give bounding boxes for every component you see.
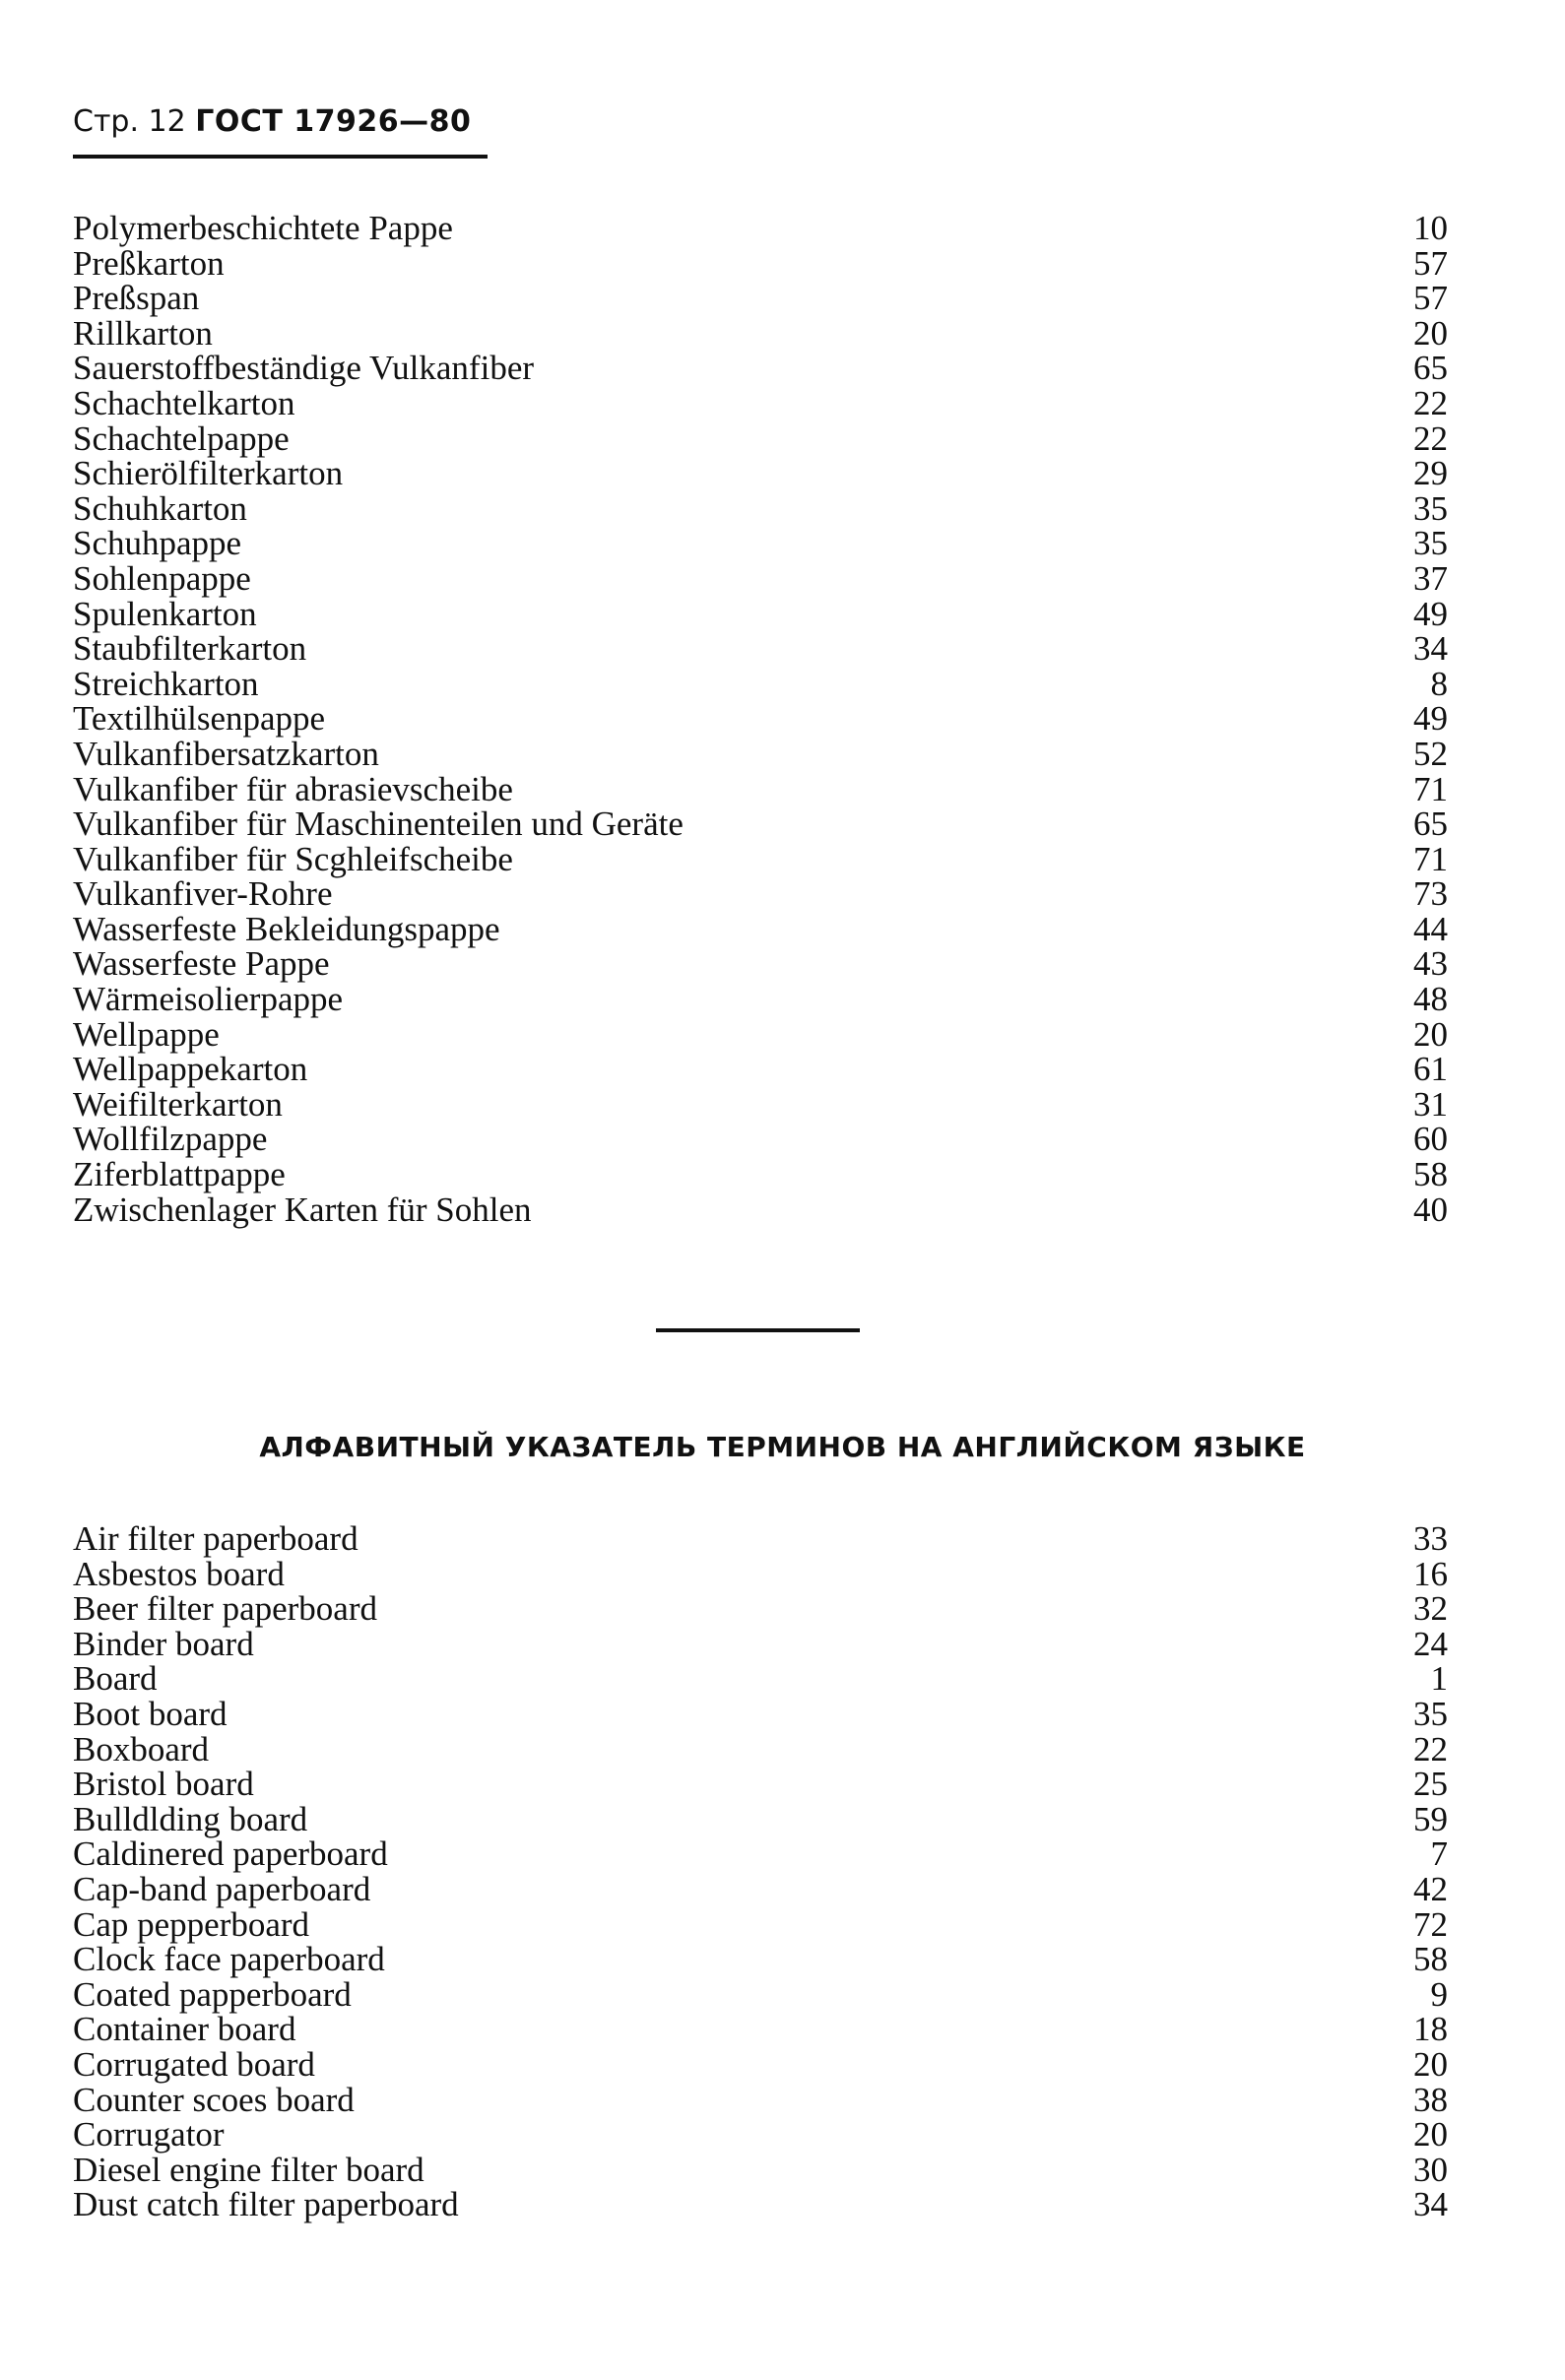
- index-page-number: 49: [1413, 699, 1448, 739]
- index-entry: [73, 281, 1448, 316]
- index-term: Corrugator: [73, 2115, 225, 2155]
- index-page-number: 7: [1430, 1834, 1448, 1874]
- index-page-number: 34: [1413, 2185, 1448, 2224]
- index-entry: [73, 1694, 1448, 1733]
- index-page-number: 44: [1413, 909, 1448, 948]
- index-term: Caldinered paperboard: [73, 1834, 388, 1874]
- index-page-number: 61: [1413, 1050, 1448, 1089]
- index-page-number: 34: [1413, 629, 1448, 669]
- index-term: Asbestos board: [73, 1554, 285, 1593]
- index-entry: [73, 876, 1448, 912]
- index-page-number: 57: [1413, 243, 1448, 283]
- index-entry: [73, 909, 1448, 948]
- index-page-number: 18: [1413, 2010, 1448, 2049]
- index-entry: [73, 313, 1448, 353]
- index-term: Sauerstoffbeständige Vulkanfiber: [73, 349, 535, 388]
- index-page-number: 43: [1413, 944, 1448, 984]
- index-page-number: 58: [1413, 1155, 1448, 1194]
- index-term: Wasserfeste Bekleidungspappe: [73, 909, 500, 948]
- index-page-number: 42: [1413, 1869, 1448, 1908]
- index-page-number: 1: [1430, 1659, 1448, 1699]
- index-term: Wellpappe: [73, 1014, 220, 1054]
- index-entry: [73, 1122, 1448, 1157]
- index-entry: [73, 1767, 1448, 1802]
- index-entry: [73, 1942, 1448, 1977]
- english-term-index: [73, 1521, 1448, 2222]
- index-page-number: 38: [1413, 2080, 1448, 2119]
- index-entry: [73, 211, 1448, 246]
- page-header: [73, 102, 471, 142]
- index-term: Textilhülsenpappe: [73, 699, 326, 739]
- index-page-number: 22: [1413, 383, 1448, 422]
- index-entry: [73, 383, 1448, 422]
- index-page-number: 52: [1413, 734, 1448, 773]
- index-term: Rillkarton: [73, 313, 213, 353]
- index-page-number: 73: [1413, 874, 1448, 914]
- index-term: Schuhkarton: [73, 488, 247, 528]
- index-entry: [73, 701, 1448, 737]
- section-divider: [656, 1328, 860, 1332]
- index-term: Schachtelkarton: [73, 383, 295, 422]
- index-page-number: 31: [1413, 1084, 1448, 1124]
- index-page-number: 20: [1413, 1014, 1448, 1054]
- index-page-number: 22: [1413, 1729, 1448, 1769]
- index-page-number: 9: [1430, 1974, 1448, 2014]
- index-page-number: 57: [1413, 279, 1448, 318]
- page-number-label: Стр. 12: [73, 104, 186, 139]
- index-entry: [73, 526, 1448, 561]
- index-page-number: 60: [1413, 1120, 1448, 1159]
- index-term: Wärmeisolierpappe: [73, 980, 344, 1019]
- index-term: Sohlenpappe: [73, 558, 251, 598]
- index-term: Boxboard: [73, 1729, 210, 1769]
- index-page-number: 20: [1413, 313, 1448, 353]
- index-page-number: 65: [1413, 804, 1448, 844]
- index-entry: [73, 1521, 1448, 1557]
- index-entry: [73, 1014, 1448, 1054]
- index-page-number: 32: [1413, 1589, 1448, 1629]
- index-term: Dust catch filter paperboard: [73, 2185, 459, 2224]
- index-term: Staubfilterkarton: [73, 629, 307, 669]
- index-page-number: 35: [1413, 1694, 1448, 1733]
- index-entry: [73, 769, 1448, 808]
- index-term: Clock face paperboard: [73, 1940, 385, 1979]
- index-page-number: 71: [1413, 769, 1448, 808]
- index-page-number: 59: [1413, 1799, 1448, 1838]
- index-term: Bristol board: [73, 1765, 254, 1804]
- index-entry: [73, 806, 1448, 842]
- index-term: Cap pepperboard: [73, 1904, 310, 1944]
- index-entry: [73, 351, 1448, 386]
- index-page-number: 30: [1413, 2150, 1448, 2189]
- header-divider: [73, 155, 488, 159]
- index-term: Air filter paperboard: [73, 1519, 359, 1558]
- index-page-number: 58: [1413, 1940, 1448, 1979]
- index-page-number: 37: [1413, 558, 1448, 598]
- index-page-number: 48: [1413, 980, 1448, 1019]
- german-term-index: [73, 211, 1448, 1227]
- index-entry: [73, 1052, 1448, 1087]
- index-term: Vulkanfiber für Scghleifscheibe: [73, 839, 513, 878]
- index-entry: [73, 1869, 1448, 1908]
- index-term: Vulkanfibersatzkarton: [73, 734, 379, 773]
- index-term: Coated papperboard: [73, 1974, 352, 2014]
- index-term: Beer filter paperboard: [73, 1589, 378, 1629]
- index-page-number: 10: [1413, 209, 1448, 247]
- index-entry: [73, 1554, 1448, 1593]
- index-entry: [73, 594, 1448, 633]
- index-entry: [73, 488, 1448, 528]
- index-entry: [73, 631, 1448, 667]
- index-entry: [73, 2187, 1448, 2222]
- index-term: Schachtelpappe: [73, 418, 290, 458]
- index-entry: [73, 2012, 1448, 2047]
- index-entry: [73, 558, 1448, 598]
- index-page-number: 72: [1413, 1904, 1448, 1944]
- index-page-number: 8: [1430, 664, 1448, 703]
- index-page-number: 24: [1413, 1624, 1448, 1663]
- index-entry: [73, 418, 1448, 458]
- index-page-number: 40: [1413, 1190, 1448, 1229]
- index-entry: [73, 1084, 1448, 1124]
- index-term: Preßspan: [73, 279, 200, 318]
- index-entry: [73, 1729, 1448, 1769]
- index-page-number: 35: [1413, 524, 1448, 563]
- index-term: Zwischenlager Karten für Sohlen: [73, 1190, 532, 1229]
- index-entry: [73, 1192, 1448, 1228]
- index-entry: [73, 1799, 1448, 1838]
- index-entry: [73, 1974, 1448, 2014]
- index-entry: [73, 839, 1448, 878]
- index-term: Ziferblattpappe: [73, 1155, 286, 1194]
- index-term: Diesel engine filter board: [73, 2150, 424, 2189]
- index-entry: [73, 946, 1448, 982]
- index-entry: [73, 1591, 1448, 1627]
- index-term: Schuhpappe: [73, 524, 242, 563]
- index-term: Boot board: [73, 1694, 228, 1733]
- index-term: Corrugated board: [73, 2044, 315, 2084]
- index-entry: [73, 2150, 1448, 2189]
- index-entry: [73, 664, 1448, 703]
- index-term: Binder board: [73, 1624, 254, 1663]
- index-term: Vulkanfiver-Rohre: [73, 874, 333, 914]
- index-entry: [73, 456, 1448, 491]
- index-page-number: 16: [1413, 1554, 1448, 1593]
- index-entry: [73, 1836, 1448, 1872]
- index-term: Polymerbeschichtete Pappe: [73, 209, 453, 247]
- index-entry: [73, 243, 1448, 283]
- index-term: Streichkarton: [73, 664, 259, 703]
- index-term: Vulkanfiber für Maschinenteilen und Geräte: [73, 804, 684, 844]
- index-entry: [73, 2117, 1448, 2153]
- index-term: Schierölfilterkarton: [73, 454, 344, 493]
- index-page-number: 65: [1413, 349, 1448, 388]
- index-page-number: 29: [1413, 454, 1448, 493]
- index-page-number: 71: [1413, 839, 1448, 878]
- index-term: Preßkarton: [73, 243, 225, 283]
- index-entry: [73, 2044, 1448, 2084]
- index-term: Wellpappekarton: [73, 1050, 308, 1089]
- index-entry: [73, 1661, 1448, 1697]
- index-entry: [73, 1624, 1448, 1663]
- index-term: Wollfilzpappe: [73, 1120, 268, 1159]
- index-term: Spulenkarton: [73, 594, 257, 633]
- index-entry: [73, 1157, 1448, 1192]
- index-page-number: 25: [1413, 1765, 1448, 1804]
- standard-code: ГОСТ 17926—80: [195, 104, 472, 139]
- index-term: Board: [73, 1659, 158, 1699]
- index-term: Vulkanfiber für abrasievscheibe: [73, 769, 513, 808]
- index-term: Container board: [73, 2010, 296, 2049]
- index-entry: [73, 734, 1448, 773]
- section-title: АЛФАВИТНЫЙ УКАЗАТЕЛЬ ТЕРМИНОВ НА АНГЛИЙСКОМ ЯЗЫКЕ: [259, 1431, 1306, 1463]
- index-page-number: 20: [1413, 2044, 1448, 2084]
- index-page-number: 22: [1413, 418, 1448, 458]
- index-page-number: 20: [1413, 2115, 1448, 2155]
- index-term: Counter scoes board: [73, 2080, 355, 2119]
- index-page-number: 33: [1413, 1519, 1448, 1558]
- index-term: Cap-band paperboard: [73, 1869, 371, 1908]
- index-term: Bulldlding board: [73, 1799, 308, 1838]
- index-page-number: 35: [1413, 488, 1448, 528]
- index-page-number: 49: [1413, 594, 1448, 633]
- index-term: Wasserfeste Pappe: [73, 944, 330, 984]
- index-entry: [73, 2080, 1448, 2119]
- index-entry: [73, 982, 1448, 1017]
- index-entry: [73, 1904, 1448, 1944]
- index-term: Weifilterkarton: [73, 1084, 283, 1124]
